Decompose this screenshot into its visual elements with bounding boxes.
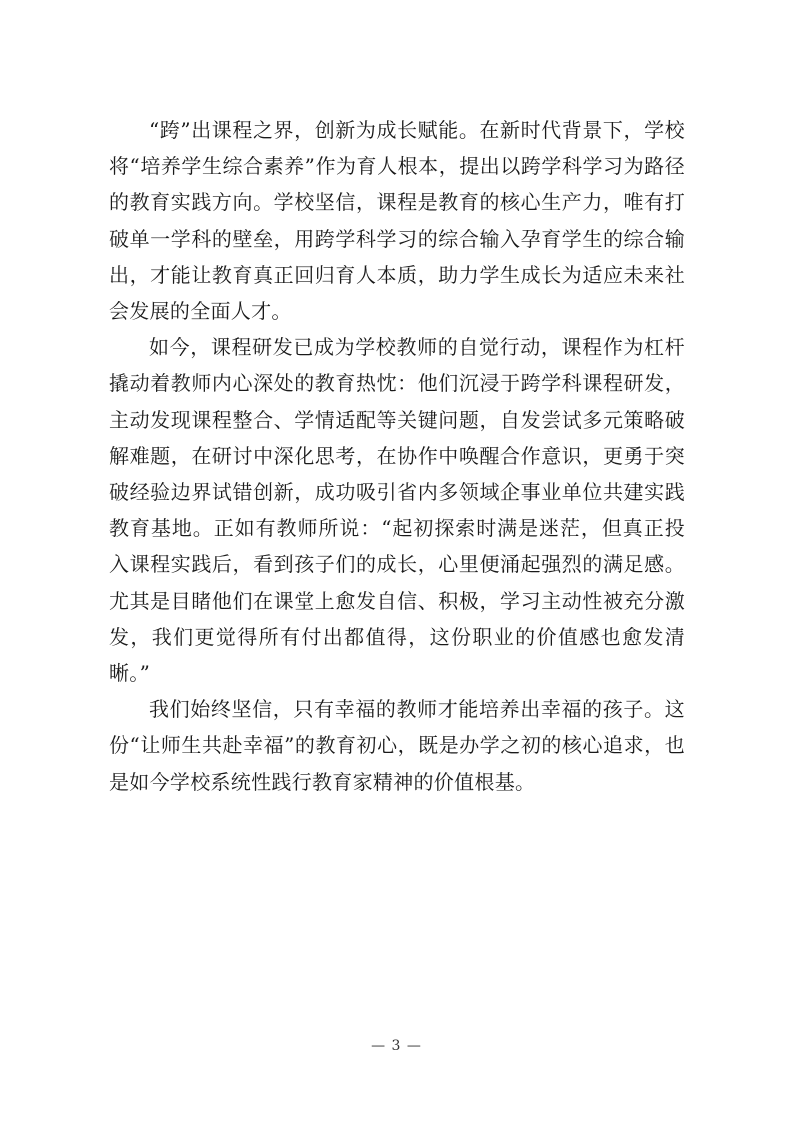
paragraph-3: 我们始终坚信，只有幸福的教师才能培养出幸福的孩子。这份“让师生共赴幸福”的教育初心，既是办学之初的核心追求，也是如今学校系统性践行教育家精神的价值根基。: [109, 697, 685, 794]
page-number: — 3 —: [371, 1038, 422, 1054]
body-text: [109, 112, 685, 800]
paragraph-1: “跨”出课程之界，创新为成长赋能。在新时代背景下，学校将“培养学生综合素养”作为育人根本，提出以跨学科学习为路径的教育实践方向。学校坚信，课程是教育的核心生产力，唯有打破单一学科的壁垒，用跨学科学习的综合输入孕育学生的综合输出，才能让教育真正回归育人本质，助力学生成长为适应未来社会发展的全面人才。: [109, 118, 685, 324]
paragraph-2: 如今，课程研发已成为学校教师的自觉行动，课程作为杠杆撬动着教师内心深处的教育热忱：他们沉浸于跨学科课程研发，主动发现课程整合、学情适配等关键问题，自发尝试多元策略破解难题，在研讨中深化思考，在协作中唤醒合作意识，更勇于突破经验边界试错创新，成功吸引省内多领域企事业单位共建实践教育基地。正如有教师所说：“起初探索时满是迷茫，但真正投入课程实践后，看到孩子们的成长，心里便涌起强烈的满足感。尤其是目睹他们在课堂上愈发自信、积极，学习主动性被充分激发，我们更觉得所有付出都值得，这份职业的价值感也愈发清晰。”: [109, 335, 685, 686]
